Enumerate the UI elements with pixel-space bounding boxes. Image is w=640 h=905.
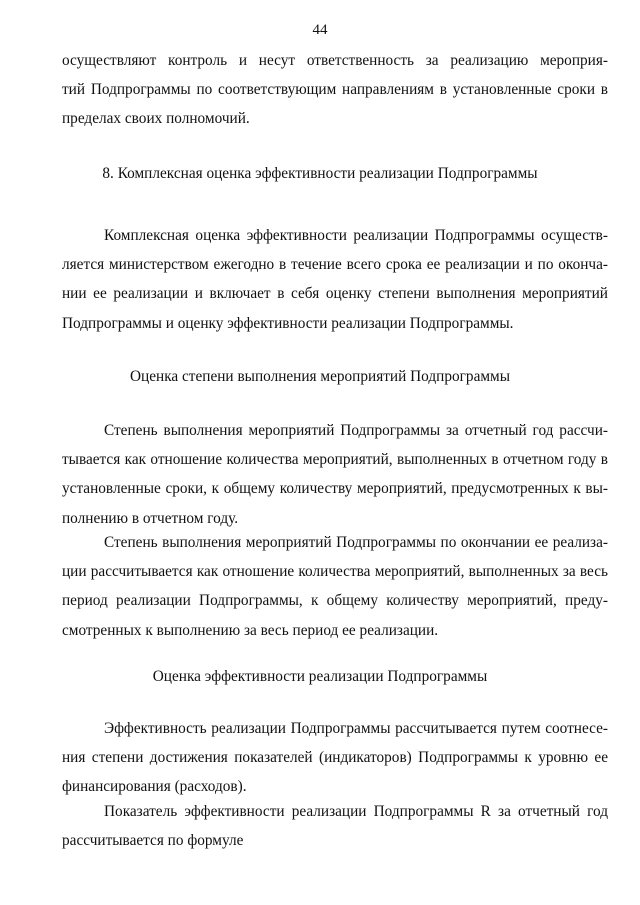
text-line: Показатель эффективности реализации Подпрограммы R за отчетный год [104, 803, 608, 820]
text-line: смотренных к выполнению за весь период ее реализации. [62, 621, 439, 639]
text-line: ции рассчитывается как отношение количества мероприятий, выполненных за весь [62, 563, 608, 581]
paragraph-yearly-completion [62, 416, 608, 533]
text-line: тывается как отношение количества мероприятий, выполненных в отчетном году в [62, 451, 608, 469]
text-line: полнению в отчетном году. [62, 509, 239, 527]
paragraph-effectiveness [62, 714, 608, 802]
text-line: тий Подпрограммы по соответствующим направлениям в установленные сроки в [62, 81, 608, 99]
text-line: осуществляют контроль и несут ответственность за реализацию мероприя- [62, 52, 608, 69]
text-line: период реализации Подпрограммы, к общему количеству мероприятий, преду- [62, 592, 608, 610]
section-heading: 8. Комплексная оценка эффективности реализации Подпрограммы [102, 165, 538, 182]
text-line: Комплексная оценка эффективности реализации Подпрограммы осуществ- [104, 227, 608, 244]
text-line: пределах своих полномочий. [62, 110, 250, 128]
paragraph-continuation [62, 46, 608, 134]
text-line: Степень выполнения мероприятий Подпрограммы по окончании ее реализа- [104, 534, 608, 551]
text-line: ния степени достижения показателей (индикаторов) Подпрограммы к уровню ее [62, 749, 608, 767]
paragraph-formula-intro [62, 797, 608, 855]
text-line: Степень выполнения мероприятий Подпрограммы за отчетный год рассчи- [104, 422, 608, 439]
subheading-effectiveness: Оценка эффективности реализации Подпрограммы [152, 668, 488, 685]
subheading-completion-degree: Оценка степени выполнения мероприятий Подпрограммы [129, 368, 510, 385]
paragraph-complex-assessment [62, 221, 608, 338]
text-line: финансирования (расходов). [62, 778, 247, 796]
paragraph-final-completion [62, 528, 608, 645]
text-line: установленные сроки, к общему количеству мероприятий, предусмотренных к вы- [62, 480, 608, 498]
text-line: ляется министерством ежегодно в течение всего срока ее реализации и по оконча- [62, 256, 608, 274]
text-line: Подпрограммы и оценку эффективности реализации Подпрограммы. [62, 314, 514, 332]
text-line: Эффективность реализации Подпрограммы рассчитывается путем соотнесе- [104, 720, 608, 737]
text-line: рассчитывается по формуле [62, 832, 244, 850]
page-number: 44 [312, 22, 328, 38]
text-line: нии ее реализации и включает в себя оценку степени выполнения мероприятий [62, 285, 608, 303]
